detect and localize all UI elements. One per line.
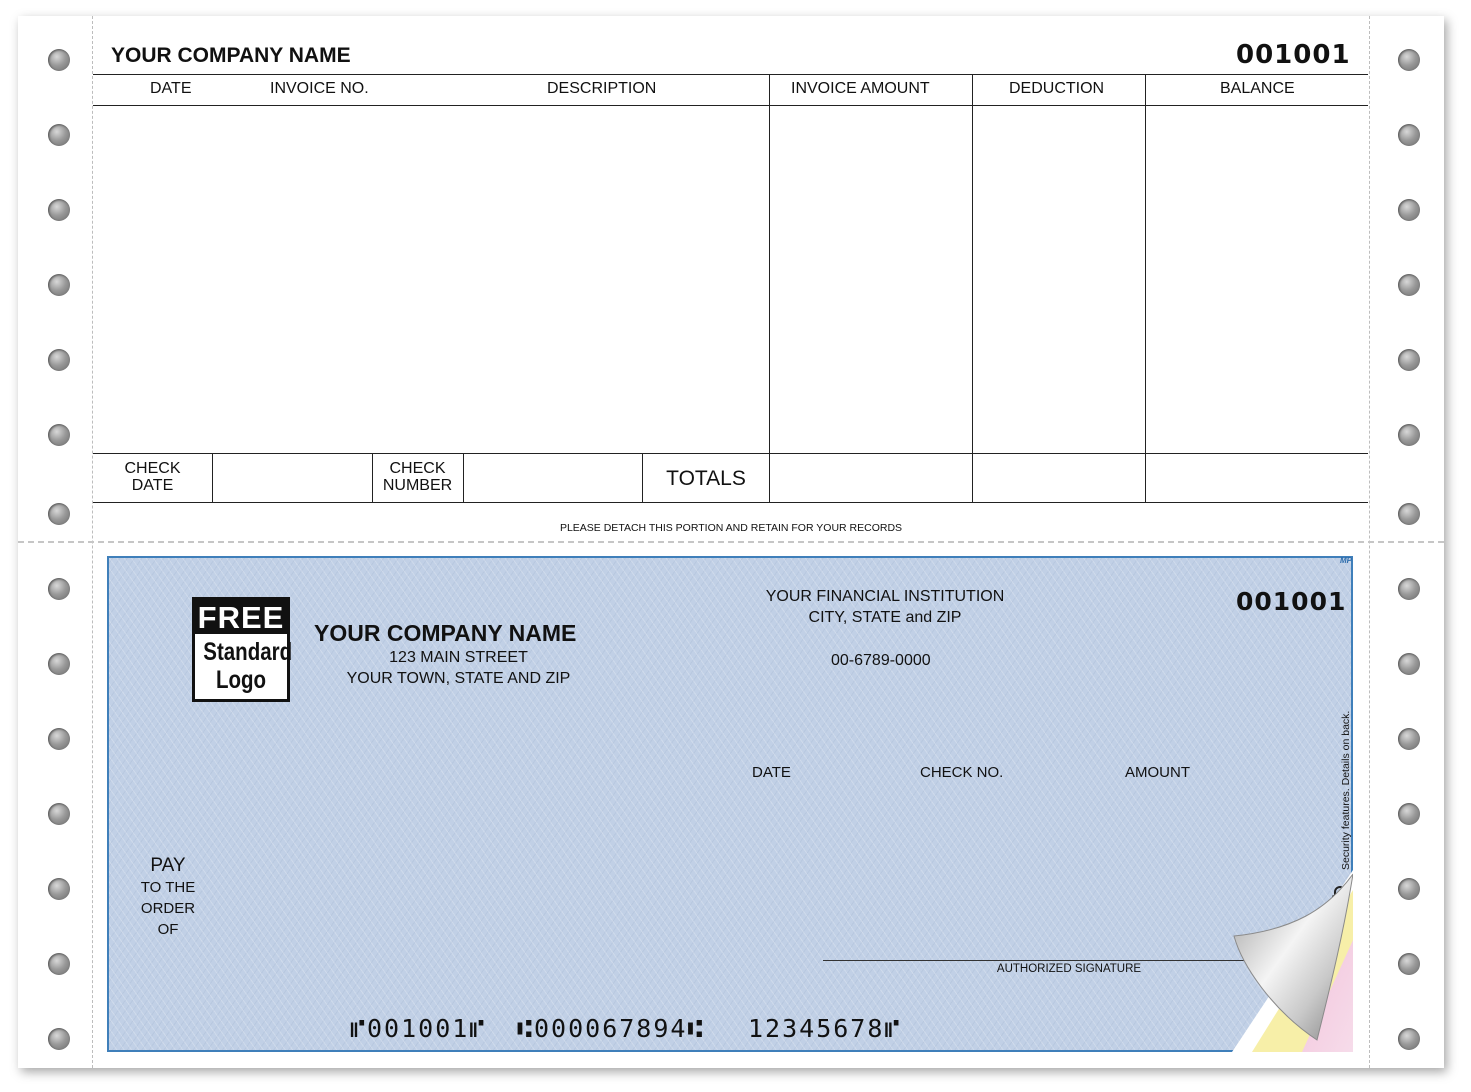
check-no-label: CHECK NO.	[920, 764, 1004, 781]
sprocket-hole	[48, 199, 70, 221]
sprocket-hole	[48, 49, 70, 71]
security-note: Security features. Details on back.	[1340, 710, 1352, 870]
footer-divider	[212, 453, 213, 502]
column-header-deduction: DEDUCTION	[1009, 80, 1105, 97]
sprocket-hole	[1398, 653, 1420, 675]
sprocket-hole	[48, 578, 70, 600]
sprocket-hole	[1398, 503, 1420, 525]
stub-header-rule	[93, 105, 1368, 106]
logo-free-text: FREE	[195, 600, 287, 634]
check-body	[107, 556, 1353, 1052]
logo-standard-text: Standard	[203, 638, 293, 666]
stub-check-number: 001001	[1236, 40, 1351, 70]
sprocket-hole	[1398, 49, 1420, 71]
free-standard-logo	[192, 597, 293, 702]
column-divider	[972, 74, 973, 502]
column-header-invoice-no: INVOICE NO.	[270, 80, 369, 97]
sprocket-hole	[1398, 124, 1420, 146]
sprocket-hole	[1398, 578, 1420, 600]
page-curl-icon	[1232, 870, 1353, 1052]
sprocket-hole	[1398, 199, 1420, 221]
sprocket-hole	[48, 503, 70, 525]
detach-perforation	[18, 541, 1444, 543]
detach-note: PLEASE DETACH THIS PORTION AND RETAIN FOR YOUR RECORDS	[559, 522, 903, 534]
stub-top-rule	[93, 74, 1368, 75]
column-header-balance: BALANCE	[1220, 80, 1295, 97]
column-header-description: DESCRIPTION	[547, 80, 657, 97]
totals-label: TOTALS	[666, 467, 746, 490]
stub-bottom-rule	[93, 502, 1368, 503]
sprocket-hole	[1398, 424, 1420, 446]
signature-label: AUTHORIZED SIGNATURE	[996, 963, 1142, 975]
sprocket-hole	[1398, 274, 1420, 296]
sprocket-hole	[1398, 878, 1420, 900]
footer-divider	[463, 453, 464, 502]
check-date-label: CHECK DATE	[124, 460, 181, 494]
mp-mark: MP	[1340, 556, 1352, 565]
sprocket-hole	[48, 953, 70, 975]
sprocket-hole	[1398, 349, 1420, 371]
micr-check-number: ⑈001001⑈	[350, 1014, 487, 1043]
sprocket-hole	[1398, 728, 1420, 750]
sprocket-hole	[48, 349, 70, 371]
column-divider	[769, 74, 770, 502]
sprocket-hole	[1398, 1028, 1420, 1050]
sprocket-hole	[48, 124, 70, 146]
sprocket-hole	[48, 728, 70, 750]
date-label: DATE	[752, 764, 791, 781]
stub-company-name: YOUR COMPANY NAME	[111, 44, 351, 67]
pay-to-the-order-of: PAY TO THE ORDER OF	[140, 855, 196, 938]
check-number: 001001	[1236, 587, 1347, 616]
column-header-date: DATE	[150, 80, 192, 97]
sprocket-hole	[48, 653, 70, 675]
sprocket-hole	[1398, 803, 1420, 825]
stub-body-rule	[93, 453, 1368, 454]
fraction-code: 00-6789-0000	[831, 652, 931, 669]
amount-label: AMOUNT	[1125, 764, 1190, 781]
logo-logo-text: Logo	[215, 666, 267, 694]
sprocket-hole	[48, 803, 70, 825]
sprocket-hole	[48, 274, 70, 296]
micr-account-number: 12345678⑈	[748, 1014, 902, 1043]
sprocket-hole	[48, 424, 70, 446]
sprocket-hole	[48, 878, 70, 900]
micr-routing-number: ⑆000067894⑆	[517, 1014, 705, 1043]
column-header-invoice-amount: INVOICE AMOUNT	[791, 80, 930, 97]
company-address: 123 MAIN STREET YOUR TOWN, STATE AND ZIP	[346, 649, 571, 687]
column-divider	[1145, 74, 1146, 502]
check-number-label: CHECK NUMBER	[382, 460, 453, 494]
sprocket-hole	[48, 1028, 70, 1050]
sprocket-hole	[1398, 953, 1420, 975]
check-company-name: YOUR COMPANY NAME	[314, 620, 577, 646]
bank-info: YOUR FINANCIAL INSTITUTION CITY, STATE and ZIP	[765, 588, 1005, 626]
